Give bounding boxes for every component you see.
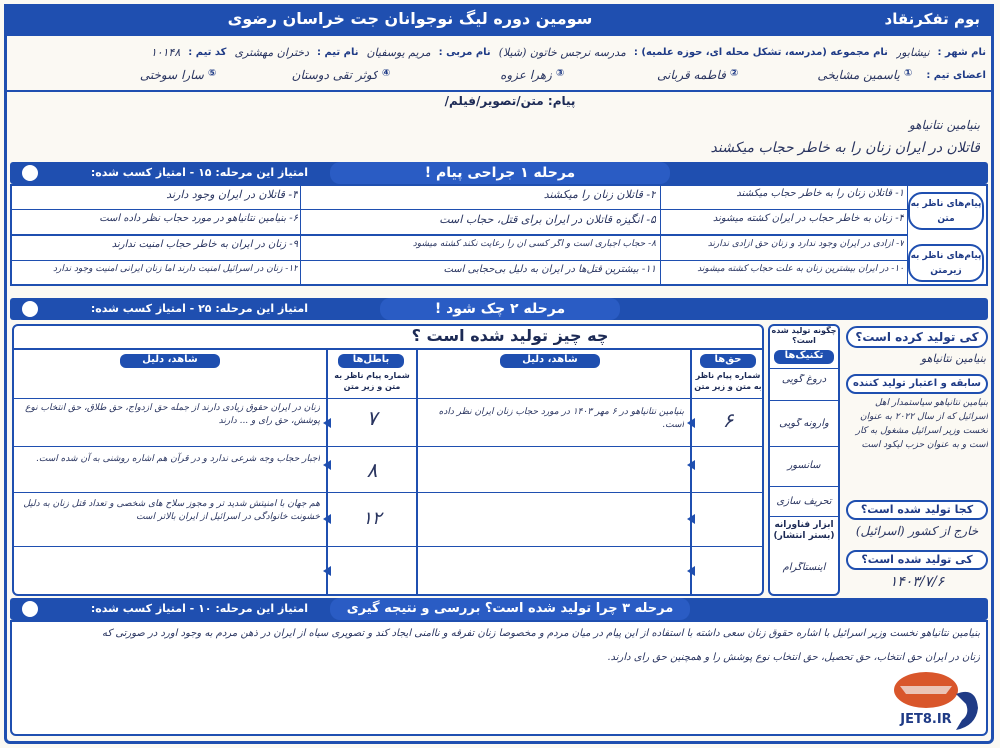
stage2-points: امتیاز این مرحله: ۲۵ - امتیاز کسب شده: <box>90 302 308 315</box>
when-produced-answer: ۱۴۰۳/۷/۶ <box>889 574 945 590</box>
message-cell-6: ۶- بنیامین نتانیاهو در مورد حجاب نظر داده است <box>99 213 298 224</box>
who-produced-question: کی تولید کرده است؟ <box>846 326 988 348</box>
row-arrow-icon <box>687 460 695 470</box>
stage3-score-circle[interactable] <box>20 599 40 619</box>
where-produced-question: کجا تولید شده است؟ <box>846 500 988 520</box>
grid-line <box>416 350 418 594</box>
grid-line <box>10 209 908 210</box>
coach-value: مریم یوسفیان <box>366 45 431 59</box>
message-cell-10: ۱۰- در ایران بیشترین زنان به علت حجاب کشته میشوند <box>697 264 904 274</box>
where-produced-answer: خارج از کشور (اسرائیل) <box>855 524 979 538</box>
stage1-title: مرحله ۱ جراحی پیام ! <box>424 165 576 181</box>
member-1: ① یاسمین مشایخی <box>817 68 913 82</box>
technique-2: وارونه گویی <box>779 418 829 429</box>
member-3: ③ زهرا عزوه <box>500 68 565 82</box>
message-cell-12: ۱۲- زنان در اسرائیل امنیت دارند اما زنان ایرانی امنیت وجود ندارد <box>53 264 298 274</box>
history-label: سابقه و اعتبار تولید کننده <box>846 374 988 394</box>
message-text-line-1: بنیامین نتانیاهو <box>909 118 980 132</box>
code-label: کد تیم : <box>188 46 227 58</box>
grid-line <box>690 350 692 594</box>
row-arrow-icon <box>687 418 695 428</box>
member-5: ⑤ سارا سوختی <box>139 68 217 82</box>
row-arrow-icon <box>323 566 331 576</box>
member-4: ④ کوثر تقی دوستان <box>291 68 391 82</box>
message-cell-1: ۱- قاتلان زنان را به خاطر حجاب میکشند <box>736 188 904 199</box>
history-text: بنیامین نتانیاهو سیاستمدار اهل اسرائیل که از سال ۲۰۲۲ به عنوان نخست وزیر اسرائیل مشغول به کار است و به عنوان حزب لیکود است <box>855 398 988 450</box>
message-cell-9: ۹- زنان در ایران به خاطر حجاب امنیت ندارند <box>111 239 298 250</box>
coach-label: نام مربی : <box>438 46 491 58</box>
message-cell-2: ۲- قاتلان زنان را میکشند <box>543 188 656 201</box>
when-produced-question: کی تولید شده است؟ <box>846 550 988 570</box>
right-evidence-1: بنیامین نتانیاهو در ۶ مهر ۱۴۰۳ در مورد حجاب زنان ایران نظر داده است. <box>438 407 684 430</box>
message-text-line-2: قاتلان در ایران زنان را به خاطر حجاب میکشند <box>710 140 980 156</box>
message-cell-4: ۴- زنان به خاطر حجاب در ایران کشته میشوند <box>712 213 904 224</box>
stage2-score-circle[interactable] <box>20 299 40 319</box>
tools-header: ابزار فناورانه (بستر انتشار) <box>773 520 835 541</box>
stage2-title: مرحله ۲ چک شود ! <box>434 301 566 317</box>
grid-line <box>770 400 838 401</box>
grid-line <box>770 516 838 517</box>
grid-line <box>300 184 301 286</box>
evidence-wrong-header: شاهد، دلیل <box>120 354 220 368</box>
member-2: ② فاطمه قربانی <box>657 68 739 82</box>
team-info-section <box>10 38 990 90</box>
wrong-evidence-3: هم جهان با امنیتش شدید تر و مجوز سلاح های شخصی و تعداد قتل زنان به دلیل خشونت خانوادگی در اسرائیل از ایران بالاتر است <box>23 499 320 522</box>
city-value: نیشابور <box>895 45 930 59</box>
wrong-number-3: ۱۲ <box>362 508 382 529</box>
row-arrow-icon <box>323 514 331 524</box>
divider <box>4 90 994 92</box>
row-arrow-icon <box>687 514 695 524</box>
header-center-title: سومین دوره لیگ نوجوانان جت خراسان رضوی <box>227 9 593 28</box>
header-right-title: بوم تفکرنقاد <box>884 10 980 28</box>
technique-4: تحریف سازی <box>776 496 832 507</box>
stage3-title: مرحله ۳ چرا تولید شده است؟ بررسی و نتیجه گیری <box>346 601 674 616</box>
logo-text: JET8.IR <box>900 712 952 727</box>
grid-line <box>907 184 908 286</box>
how-produced-header: چگونه تولید شده است؟ <box>771 326 837 345</box>
grid-line <box>12 348 764 350</box>
technique-3: سانسور <box>787 460 821 471</box>
grid-line <box>10 260 908 261</box>
message-cell-3: ۳- قاتلان در ایران وجود دارند <box>166 188 298 201</box>
grid-line <box>14 398 762 399</box>
stage1-score-circle[interactable] <box>20 163 40 183</box>
wrong-number-2: ۸ <box>366 458 378 482</box>
team-label: نام تیم : <box>316 46 359 58</box>
wrongs-header: باطل‌ها <box>338 354 404 368</box>
message-cell-7: ۷- آزادی در ایران وجود ندارد و زنان حق آزادی ندارند <box>707 239 904 249</box>
grid-line <box>770 368 838 369</box>
wrong-number-1: ۷ <box>366 406 378 430</box>
who-produced-answer: بنیامین نتانیاهو <box>920 352 986 365</box>
grid-line <box>326 350 328 594</box>
wrong-evidence-1: زنان در ایران حقوق زیادی دارند از جمله حق ازدواج، حق طلاق، حق انتخاب نوع پوشش، حق رای و ... دارند <box>25 403 320 426</box>
grid-line <box>770 446 838 447</box>
message-cell-8: ۸- حجاب اجباری است و اگر کسی آن را رعایت نکند کشته میشود <box>412 239 656 249</box>
right-number-1: ۶ <box>722 408 734 432</box>
techniques-header: تکنیک‌ها <box>774 350 834 364</box>
row-arrow-icon <box>323 460 331 470</box>
wrongs-subheader: شماره پیام ناظر به متن و زیر متن <box>334 371 410 391</box>
rights-header: حق‌ها <box>700 354 756 368</box>
grid-line <box>14 492 762 493</box>
message-cell-11: ۱۱- بیشترین قتل‌ها در ایران به دلیل بی‌حجابی است <box>443 264 656 275</box>
message-cell-5: ۵- انگیزه قاتلان در ایران برای قتل، حجاب است <box>439 213 656 226</box>
code-value: ۱۰۱۴۸ <box>150 45 181 59</box>
side-label-text: پیام‌های ناظر به متن <box>908 192 984 230</box>
evidence-right-header: شاهد، دلیل <box>500 354 600 368</box>
team-value: دختران مهشتری <box>234 45 309 59</box>
jet-logo <box>886 664 982 734</box>
group-label: نام مجموعه (مدرسه، تشکل محله ای، حوزه علمیه) : <box>633 46 888 58</box>
conclusion-line-2: زنان در ایران حق انتخاب، حق تحصیل، حق انتخاب نوع پوشش را و همچنین حق رای دارند. <box>607 652 980 663</box>
stage3-points: امتیاز این مرحله: ۱۰ - امتیاز کسب شده: <box>90 602 308 615</box>
side-label-subtext: پیام‌های ناظر به زیرمتن <box>908 244 984 282</box>
rights-subheader: شماره پیام ناظر به متن و زیر متن <box>694 371 762 391</box>
group-value: مدرسه نرجس خاتون (شیلا) <box>498 45 626 59</box>
grid-line <box>14 546 762 547</box>
what-produced-title: چه چیز تولید شده است ؟ <box>411 326 609 345</box>
members-label: اعضای تیم : <box>926 69 986 81</box>
tools-value: اینستاگرام <box>782 562 826 573</box>
row-arrow-icon <box>323 418 331 428</box>
stage1-points: امتیاز این مرحله: ۱۵ - امتیاز کسب شده: <box>90 166 308 179</box>
technique-1: دروغ گویی <box>781 374 827 385</box>
grid-line <box>14 446 762 447</box>
conclusion-line-1: بنیامین نتانیاهو نخست وزیر اسرائیل با اشاره حقوق زنان سعی داشته با استفاده از این پیام در میان مردم و مخصوصاً زنان تفرقه و ناامنی ایجاد کند و تصویری سیاه از ایران در ذهن مردم به وجود آورد در صورتی که <box>102 628 980 639</box>
wrong-evidence-2: اجبار حجاب وجه شرعی ندارد و در قرآن هم اشاره روشنی به آن شده است. <box>36 454 320 464</box>
grid-line <box>770 486 838 487</box>
grid-line <box>660 184 661 286</box>
message-type-label: پیام: متن/تصویر/فیلم/ <box>444 94 576 108</box>
city-label: نام شهر : <box>937 46 986 58</box>
grid-line <box>10 234 908 236</box>
row-arrow-icon <box>687 566 695 576</box>
